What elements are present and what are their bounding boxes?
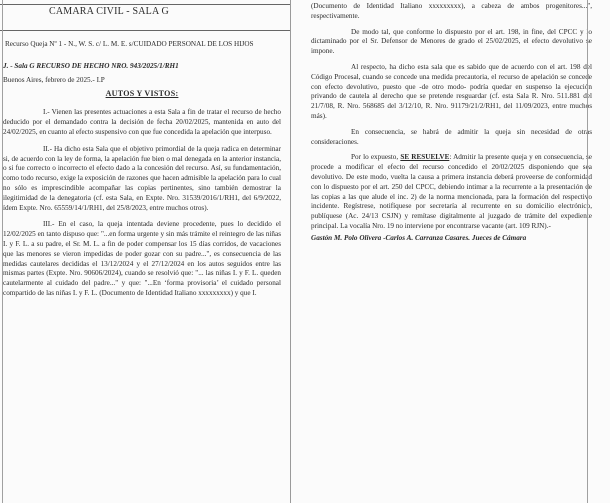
header-rule bbox=[0, 30, 291, 31]
se-resuelve-label: SE RESUELVE bbox=[400, 153, 450, 162]
resolution-body: : Admitir la presente queja y en consecuencia, se procede a modificar el efecto del recurso concedido el 20/02/2025 disponiendo que sea devolutivo. De este modo, vuelta la causa a primera instancia deberá proveerse de conformidad con lo dispuesto por el art. 250 del CPCC, debiendo intimar a la recurrente a la presentación de las copias a las que alude el inc. 2) de la norma mencionada, para la formación del respectivo incidente. Regístrese, notifíquese por secretaría al recurrente en su domicilio electrónico, publíquese (Ac. 24/13 CSJN) y remítase digitalmente al juzgado de trámite del expediente principal. La vocalía Nro. 19 no interviene por encontrarse vacante (art. 109 RJN).- bbox=[311, 153, 592, 230]
paragraph-efecto: De modo tal, que conforme lo dispuesto por el art. 198, in fine, del CPCC y lo dictaminado por el Sr. Defensor de Menores de grado el 25/02/2025, el efecto devolutivo se impone. bbox=[311, 27, 592, 56]
date-line: Buenos Aires, febrero de 2025.- I.P bbox=[3, 75, 105, 84]
top-rule bbox=[0, 4, 291, 5]
case-number: J. - Sala G RECURSO DE HECHO NRO. 943/2025/1/RH1 bbox=[3, 61, 179, 70]
court-header: CAMARA CIVIL - SALA G bbox=[49, 6, 169, 17]
paragraph-iii: III.- En el caso, la queja intentada deviene procedente, pues lo decidido el 12/02/2025 en tanto dispuso que: "...en forma urgente y sin más trámite el reintegro de las niñas I. y F. L. a su padre, el Sr. M. L. a fin de poder compensar los 15 días corridos, de vacaciones que las menores se vieron impedidas de poder gozar con su padre...", es consecuencia de las medidas cautelares decididas el 13/12/2024 y el 27/12/2024 en los autos seguidos entre las mismas partes (Expte. Nro. 90606/2024), cuando se resolvió que: "... las niñas I. y F. L. queden cautelarmente al cuidado del padre..." y que: "...En ‘forma provisoria’ el cuidado personal compartido de las niñas I. y F. L. (Documento de Identidad Italiano xxxxxxxxx) y que I. bbox=[3, 220, 281, 297]
margin-line bbox=[587, 0, 588, 503]
paragraph-ii: II.- Ha dicho esta Sala que el objetivo primordial de la queja radica en determinar si, de acuerdo con la ley de forma, la apelación fue bien o mal denegada en la anterior instancia, o si fue correcto o incorrecto el efecto dado a la concesión del recurso. Así, su fundamentación, como todo recurso, exige la exposición de razones que hacen admisible la apelación para lo cual no sólo es imprescindible acompañar las copias pertinentes, sino también demostrar la ilegitimidad de la denegatoria (cf. esta Sala, en Expte. Nro. 31539/2016/1/RH1, del 6/9/2022, ídem Expte. Nro. 65559/14/1/RH1, del 25/8/2023, entre muchos otros). bbox=[3, 144, 281, 212]
margin-line bbox=[2, 0, 3, 503]
case-caption: Recurso Queja Nº 1 - N., W. S. c/ L. M. E. s/CUIDADO PERSONAL DE LOS HIJOS bbox=[5, 40, 254, 48]
paragraph-consecuencia: En consecuencia, se habrá de admitir la queja sin necesidad de otras consideraciones. bbox=[311, 127, 592, 146]
judges-signature: Gastón M. Polo Olivera -Carlos A. Carranza Casares. Jueces de Cámara bbox=[311, 233, 527, 242]
paragraph-precedent: Al respecto, ha dicho esta sala que es sabido que de acuerdo con el art. 198 del Código Procesal, cuando se concede una medida precautoria, el recurso de apelación se concede con efecto devolutivo, puesto que -de otro modo- podría quedar en suspenso la ejecución privando de cautela al derecho que se pretende resguardar (cf. esta Sala R. Nro. 511.881 del 21/7/08, R. Nro. 568685 del 3/12/10, R. Nro. 91179/21/2/RH1, del 11/09/2023, entre muchos más). bbox=[311, 62, 592, 120]
autos-y-vistos-heading: AUTOS Y VISTOS: bbox=[105, 89, 179, 99]
resolution-lead: Por lo expuesto, bbox=[351, 153, 401, 162]
right-document-page bbox=[290, 0, 610, 503]
continuation-text: (Documento de Identidad Italiano xxxxxxxxx), a cabeza de ambos progenitores...", respectivamente. bbox=[311, 2, 592, 20]
paragraph-i: I.- Vienen las presentes actuaciones a esta Sala a fin de tratar el recurso de hecho deducido por el demandado contra la decisión de fecha 20/02/2025, mantenida en auto del 24/02/2025, en cuanto al efecto suspensivo con que fue concedida la apelación que interpuso. bbox=[3, 108, 281, 136]
left-document-page bbox=[0, 0, 291, 503]
paragraph-resolucion bbox=[311, 153, 592, 231]
